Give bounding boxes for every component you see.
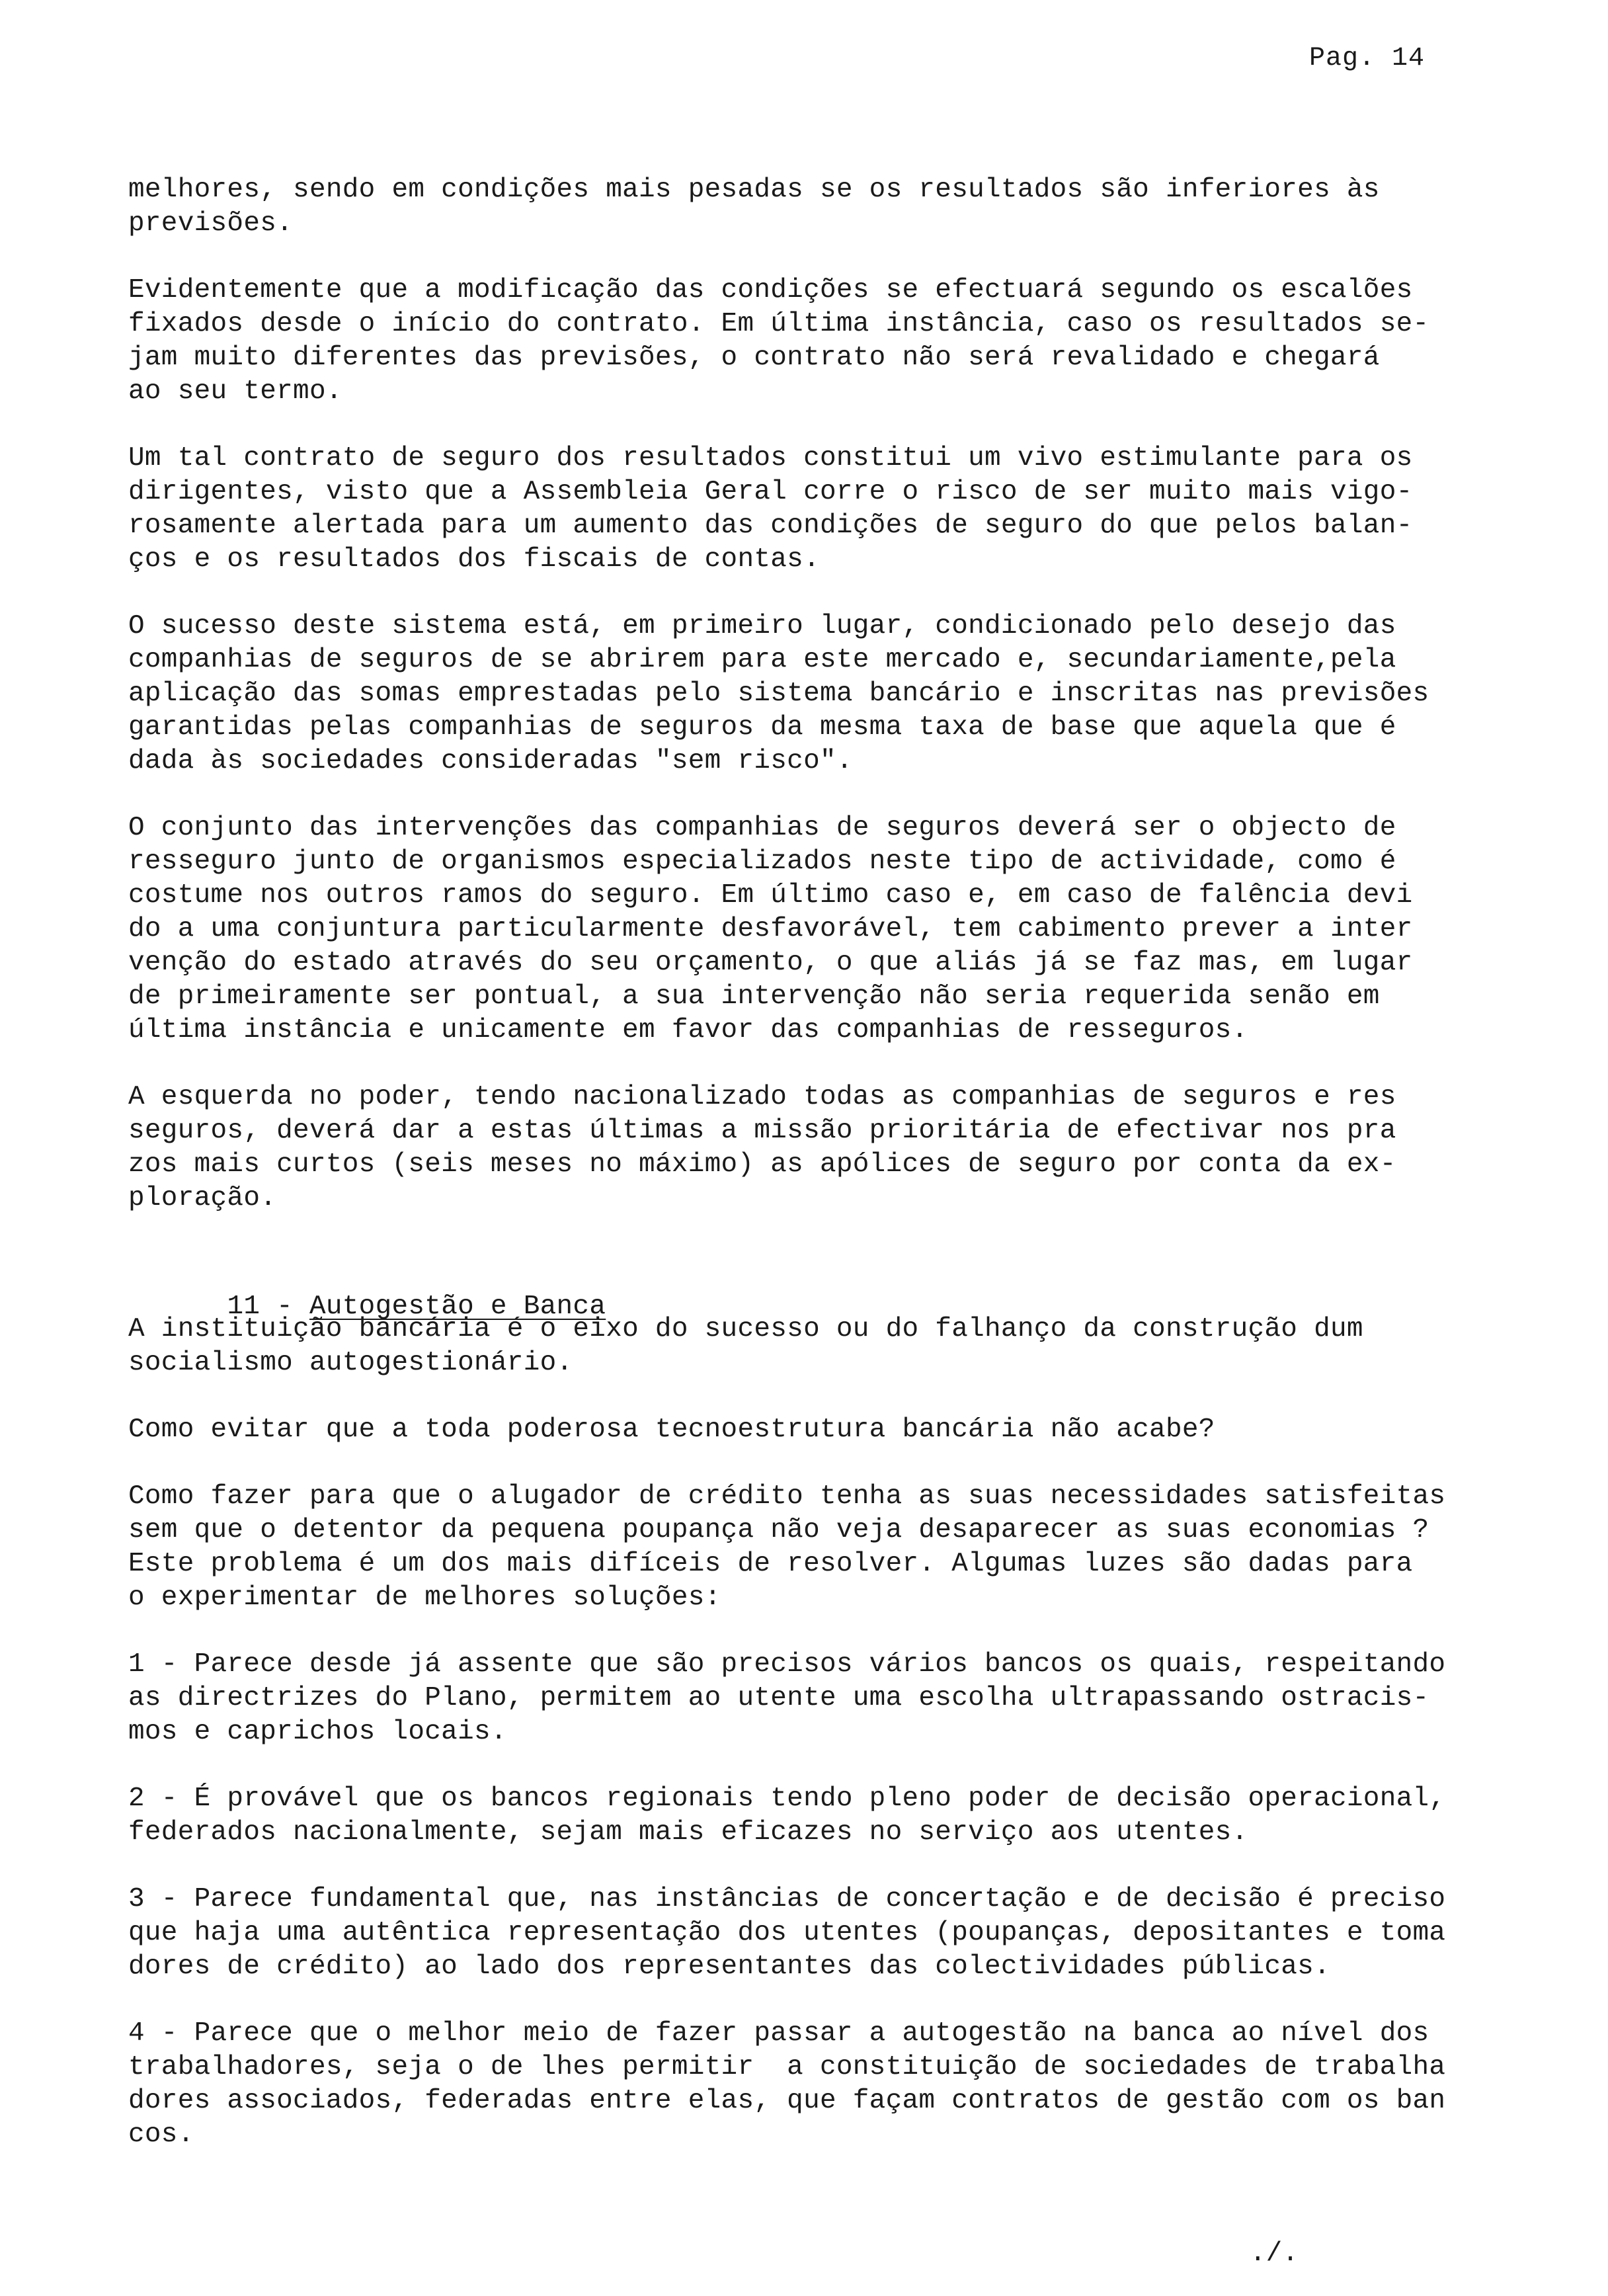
continuation-mark: ./. bbox=[1250, 2238, 1299, 2269]
paragraph bbox=[128, 2017, 1457, 2152]
text-line: ploração. bbox=[128, 1183, 277, 1213]
text-line: venção do estado através do seu orçamento, o que aliás já se faz mas, em lugar bbox=[128, 948, 1413, 978]
text-line: previsões. bbox=[128, 208, 294, 239]
text-line: seguros, deverá dar a estas últimas a missão prioritária de efectivar nos pra bbox=[128, 1116, 1396, 1146]
text-line: 3 - Parece fundamental que, nas instâncias de concertação e de decisão é preciso bbox=[128, 1884, 1446, 1914]
text-line: garantidas pelas companhias de seguros da mesma taxa de base que aquela que é bbox=[128, 712, 1396, 743]
paragraphs-after bbox=[128, 1313, 1457, 2152]
text-line: mos e caprichos locais. bbox=[128, 1717, 507, 1747]
paragraph bbox=[128, 610, 1457, 778]
text-line: resseguro junto de organismos especializados neste tipo de actividade, como é bbox=[128, 846, 1396, 877]
text-line: ao seu termo. bbox=[128, 376, 342, 407]
text-line: socialismo autogestionário. bbox=[128, 1348, 573, 1378]
paragraph bbox=[128, 1883, 1457, 1984]
text-line: 1 - Parece desde já assente que são precisos vários bancos os quais, respeitando bbox=[128, 1649, 1446, 1680]
text-line: aplicação das somas emprestadas pelo sistema bancário e inscritas nas previsões bbox=[128, 678, 1429, 709]
paragraph bbox=[128, 1480, 1457, 1615]
text-line: Evidentemente que a modificação das condições se efectuará segundo os escalões bbox=[128, 275, 1413, 306]
section-heading bbox=[128, 1256, 1457, 1322]
paragraph bbox=[128, 1648, 1457, 1749]
text-line: trabalhadores, seja o de lhes permitir a constituição de sociedades de trabalha bbox=[128, 2052, 1446, 2082]
paragraph bbox=[128, 1782, 1457, 1850]
text-line: sem que o detentor da pequena poupança não veja desaparecer as suas economias ? bbox=[128, 1515, 1429, 1545]
section-title: Autogestão e Banca bbox=[309, 1292, 606, 1322]
text-line: as directrizes do Plano, permitem ao utente uma escolha ultrapassando ostracis- bbox=[128, 1683, 1429, 1713]
text-line: Como fazer para que o alugador de crédito tenha as suas necessidades satisfeitas bbox=[128, 1481, 1446, 1512]
text-line: O conjunto das intervenções das companhias de seguros deverá ser o objecto de bbox=[128, 813, 1396, 843]
text-line: última instância e unicamente em favor das companhias de resseguros. bbox=[128, 1015, 1248, 1046]
text-line: jam muito diferentes das previsões, o contrato não será revalidado e chegará bbox=[128, 343, 1380, 373]
text-line: 2 - É provável que os bancos regionais tendo pleno poder de decisão operacional, bbox=[128, 1784, 1446, 1814]
paragraph bbox=[128, 274, 1457, 409]
text-line: o experimentar de melhores soluções: bbox=[128, 1582, 721, 1613]
text-line: Um tal contrato de seguro dos resultados constitui um vivo estimulante para os bbox=[128, 443, 1413, 473]
paragraph bbox=[128, 1313, 1457, 1380]
text-line: que haja uma autêntica representação dos utentes (poupanças, depositantes e toma bbox=[128, 1918, 1446, 1948]
text-line: companhias de seguros de se abrirem para este mercado e, secundariamente,pela bbox=[128, 645, 1396, 675]
document-body bbox=[128, 173, 1457, 2185]
text-line: dores de crédito) ao lado dos representantes das colectividades públicas. bbox=[128, 1951, 1330, 1982]
text-line: zos mais curtos (seis meses no máximo) as apólices de seguro por conta da ex- bbox=[128, 1149, 1396, 1180]
text-line: federados nacionalmente, sejam mais eficazes no serviço aos utentes. bbox=[128, 1817, 1248, 1848]
text-line: dada às sociedades consideradas "sem risco". bbox=[128, 746, 853, 776]
paragraph bbox=[128, 1413, 1457, 1447]
text-line: A esquerda no poder, tendo nacionalizado todas as companhias de seguros e res bbox=[128, 1082, 1396, 1112]
text-line: dores associados, federadas entre elas, que façam contratos de gestão com os ban bbox=[128, 2086, 1446, 2116]
text-line: A instituição bancária é o eixo do sucesso ou do falhanço da construção dum bbox=[128, 1314, 1363, 1344]
text-line: dirigentes, visto que a Assembleia Geral corre o risco de ser muito mais vigo- bbox=[128, 477, 1413, 507]
page-number: Pag. 14 bbox=[1309, 44, 1426, 73]
text-line: fixados desde o início do contrato. Em última instância, caso os resultados se- bbox=[128, 309, 1429, 339]
text-line: 4 - Parece que o melhor meio de fazer passar a autogestão na banca ao nível dos bbox=[128, 2018, 1429, 2049]
paragraph bbox=[128, 811, 1457, 1047]
text-line: de primeiramente ser pontual, a sua intervenção não seria requerida senão em bbox=[128, 981, 1380, 1012]
paragraph bbox=[128, 442, 1457, 577]
paragraph bbox=[128, 173, 1457, 241]
paragraphs-before bbox=[128, 173, 1457, 1215]
text-line: costume nos outros ramos do seguro. Em último caso e, em caso de falência devi bbox=[128, 880, 1413, 911]
text-line: do a uma conjuntura particularmente desfavorável, tem cabimento prever a inter bbox=[128, 914, 1413, 944]
text-line: Este problema é um dos mais difíceis de resolver. Algumas luzes são dadas para bbox=[128, 1549, 1413, 1579]
section-number: 11 - bbox=[227, 1292, 309, 1322]
text-line: cos. bbox=[128, 2119, 194, 2150]
text-line: ços e os resultados dos fiscais de contas. bbox=[128, 544, 820, 575]
paragraph bbox=[128, 1081, 1457, 1215]
text-line: rosamente alertada para um aumento das condições de seguro do que pelos balan- bbox=[128, 511, 1413, 541]
text-line: Como evitar que a toda poderosa tecnoestrutura bancária não acabe? bbox=[128, 1414, 1215, 1445]
text-line: O sucesso deste sistema está, em primeiro lugar, condicionado pelo desejo das bbox=[128, 611, 1396, 641]
text-line: melhores, sendo em condições mais pesadas se os resultados são inferiores às bbox=[128, 175, 1380, 205]
